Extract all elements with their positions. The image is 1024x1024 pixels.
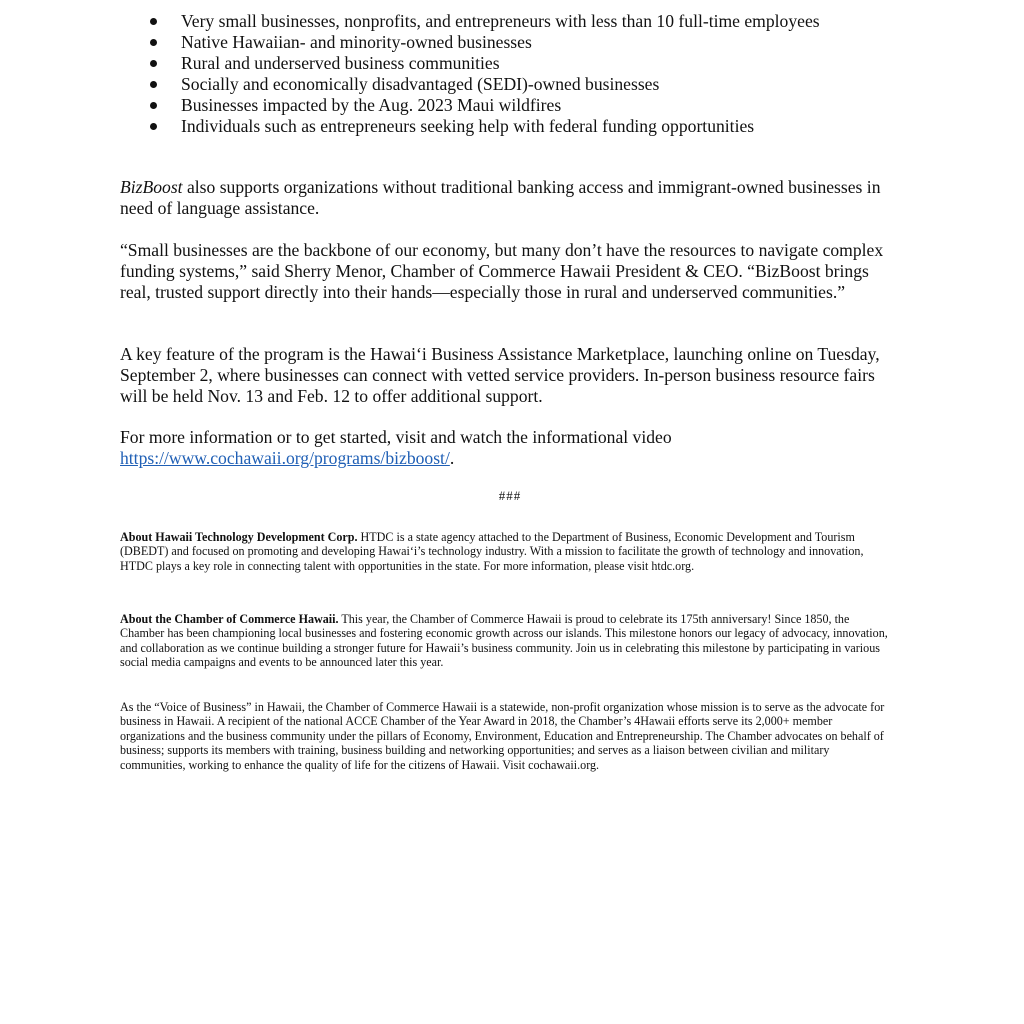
about-chamber-paragraph [120, 612, 895, 670]
list-item-text: Rural and underserved business communities [181, 53, 500, 73]
about-htdc-body: HTDC is a state agency attached to the Department of Business, Economic Development and Tourism (DBEDT) and focused on promoting and developing Hawaiʻi’s technology industry. With a mission to facilitate the growth of technology and innovation, HTDC plays a key role in connecting talent with opportunities in the state. For more information, please visit htdc.org. [120, 530, 864, 573]
more-info-paragraph [120, 427, 900, 469]
about-chamber-body: This year, the Chamber of Commerce Hawaii is proud to celebrate its 175th anniversary! Since 1850, the Chamber has been championing local businesses and fostering economic growth across our islands. This milestone honors our legacy of advocacy, innovation, and collaboration as we continue building a stronger future for Hawaii’s business community. Join us in celebrating this milestone by participating in various social media campaigns and events to be announced later this year. [120, 612, 888, 670]
bizboost-link[interactable]: https://www.cochawaii.org/programs/bizboost/ [120, 448, 450, 468]
list-item [150, 11, 870, 32]
list-item [150, 116, 870, 137]
end-marks: ### [498, 488, 522, 503]
about-htdc-paragraph [120, 530, 895, 573]
bizboost-italic: BizBoost [120, 177, 183, 197]
list-item-text: Native Hawaiian- and minority-owned businesses [181, 32, 532, 52]
list-item [150, 53, 870, 74]
list-item [150, 74, 870, 95]
eligibility-list [150, 11, 870, 137]
list-item-text: Individuals such as entrepreneurs seeking help with federal funding opportunities [181, 116, 755, 136]
list-item-text: Businesses impacted by the Aug. 2023 Maui wildfires [181, 95, 562, 115]
quote-paragraph: “Small businesses are the backbone of our economy, but many don’t have the resources to navigate complex funding systems,” said Sherry Menor, Chamber of Commerce Hawaii President & CEO. “BizBoost brings real, trusted support directly into their hands—especially those in rural and underserved communities.” [120, 240, 884, 302]
bizboost-text: also supports organizations without traditional banking access and immigrant-owned businesses in need of language assistance. [120, 177, 881, 218]
about-chamber-heading: About the Chamber of Commerce Hawaii. [120, 612, 339, 626]
list-item [150, 32, 870, 53]
bullet-icon [150, 60, 157, 67]
more-info-trailing: . [449, 448, 455, 468]
bullet-icon [150, 123, 157, 130]
bullet-icon [150, 102, 157, 109]
about-htdc-heading: About Hawaii Technology Development Corp. [120, 530, 358, 544]
bullet-icon [150, 81, 157, 88]
bizboost-paragraph [120, 177, 900, 219]
list-item-text: Socially and economically disadvantaged (SEDI)-owned businesses [181, 74, 660, 94]
bullet-icon [150, 18, 157, 25]
marketplace-paragraph: A key feature of the program is the Hawaiʻi Business Assistance Marketplace, launching online on Tuesday, September 2, where businesses can connect with vetted service providers. In-person business resource fairs will be held Nov. 13 and Feb. 12 to offer additional support. [120, 344, 880, 406]
list-item [150, 95, 870, 116]
list-item-text: Very small businesses, nonprofits, and entrepreneurs with less than 10 full-time employees [181, 11, 820, 31]
bullet-icon [150, 39, 157, 46]
more-info-text: For more information or to get started, visit and watch the informational video [120, 427, 672, 447]
voice-of-business-paragraph: As the “Voice of Business” in Hawaii, the Chamber of Commerce Hawaii is a statewide, non-profit organization whose mission is to serve as the advocate for business in Hawaii. A recipient of the national ACCE Chamber of the Year Award in 2018, the Chamber’s 4Hawaii efforts serve its 2,000+ member organizations and the business community under the pillars of Economy, Environment, Education and Entrepreneurship. The Chamber advocates on behalf of business; supports its members with training, business building and networking opportunities; and serves as a liaison between civilian and military communities, working to enhance the quality of life for the citizens of Hawaii. Visit cochawaii.org. [120, 700, 885, 772]
